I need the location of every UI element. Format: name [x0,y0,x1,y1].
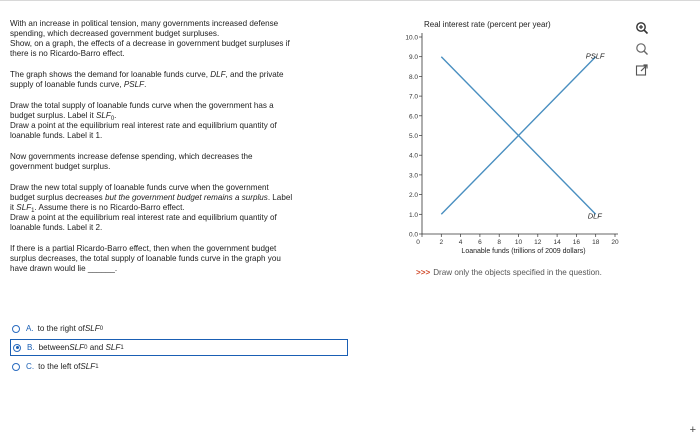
text-line: there is no Ricardo-Barro effect. [10,49,125,58]
loanable-funds-graph[interactable] [395,14,635,264]
instruction-label: Draw only the objects specified in the question. [433,268,602,277]
x-tick-label: 4 [458,239,463,246]
x-tick-label: 2 [439,239,444,246]
option-a[interactable]: A. to the right of SLF 0 [10,320,350,337]
y-tick-label: 8.0 [408,73,418,81]
text-line: surplus decreases, the total supply of loanable funds curve in the graph you [10,254,281,263]
option-text: between [38,343,70,352]
option-b[interactable]: B. between SLF 0 and SLF 1 [10,339,348,356]
question-text [10,19,355,274]
text-line: budget surplus decreases [10,193,105,202]
dlf-label: DLF [210,70,226,79]
text-line: If there is a partial Ricardo-Barro effect, then when the government budget [10,244,277,253]
instruction-arrows: >>> [416,268,431,277]
option-text: and [87,343,106,352]
corner-plus-icon: + [689,424,696,436]
slf-label: SLF [80,362,96,371]
paragraph-step1 [10,101,355,141]
text-line: Show, on a graph, the effects of a decrease in government budget surpluses if [10,39,290,48]
text-line: . Assume there is no Ricardo-Barro effect. [34,203,185,212]
text-line: Draw a point at the equilibrium real interest rate and equilibrium quantity of [10,213,277,222]
option-c[interactable]: C. to the left of SLF 1 [10,358,350,375]
text-line: Draw the total supply of loanable funds curve when the government has a [10,101,274,110]
top-divider [0,0,700,1]
text-line: loanable funds. Label it 2. [10,223,103,232]
slf-label: SLF [69,343,85,352]
slf-label: SLF [105,343,121,352]
text-line: government budget surplus. [10,162,111,171]
radio-button[interactable] [12,325,20,333]
zoom-out-icon[interactable] [634,41,650,57]
y-tick-label: 9.0 [408,54,418,62]
text-line: budget surplus. Label it [10,111,96,120]
option-letter: A. [26,324,34,333]
text-line: loanable funds. Label it 1. [10,131,103,140]
instruction-text [416,268,602,277]
pslf-label: PSLF [123,80,145,89]
option-text: to the left of [38,362,81,371]
italic-text: but the government budget remains a surplus [104,193,268,202]
radio-button-selected[interactable] [13,344,21,352]
slf-label: SLF [84,324,100,333]
y-tick-label: 3.0 [408,172,418,180]
y-tick-label: 6.0 [408,113,418,121]
option-letter: C. [26,362,35,371]
zoom-in-icon[interactable] [634,20,650,36]
x-tick-label: 14 [553,239,561,246]
y-tick-label: 1.0 [408,211,418,219]
x-tick-label: 0 [416,239,420,246]
text-line: . [114,111,117,120]
text-line: , and the private [225,70,284,79]
x-tick-label: 6 [478,239,482,246]
paragraph-graph-desc [10,70,355,90]
chart-title: Real interest rate (percent per year) [424,20,551,29]
x-axis-label: Loanable funds (trillions of 2009 dollars) [461,248,586,255]
text-line: . Label [267,193,293,202]
text-line: . [144,80,147,89]
y-tick-label: 2.0 [408,192,418,200]
y-tick-label: 0.0 [408,231,418,239]
text-line: Now governments increase defense spending, which decreases the [10,152,253,161]
y-tick-label: 5.0 [408,133,418,140]
paragraph-step2 [10,152,355,172]
x-tick-label: 10 [514,239,523,246]
option-text: to the right of [37,324,85,333]
series-label-pslf: PSLF [585,51,605,61]
answer-options [10,320,350,377]
y-tick-label: 4.0 [408,152,418,160]
graph-toolbar [634,20,654,83]
subscript: 0 [110,116,115,122]
text-line: The graph shows the demand for loanable funds curve, [10,70,211,79]
text-line: supply of loanable funds curve, [10,80,124,89]
text-line: have drawn would lie ______. [10,264,118,273]
radio-button[interactable] [12,363,20,371]
paragraph-question [10,244,355,274]
series-label-dlf: DLF [587,211,602,221]
x-tick-label: 20 [611,239,619,246]
text-line: Draw the new total supply of loanable funds curve when the government [10,183,269,192]
text-line: With an increase in political tension, many governments increased defense [10,19,279,28]
option-letter: B. [27,343,35,352]
x-tick-label: 18 [592,239,600,246]
paragraph-intro [10,19,355,59]
x-tick-label: 12 [534,239,542,246]
slf-label: SLF [95,111,111,120]
paragraph-step3 [10,183,355,233]
x-tick-label: 8 [497,239,502,246]
text-line: it [10,203,17,212]
text-line: spending, which decreased government budget surpluses. [10,29,220,38]
y-tick-label: 10.0 [405,34,418,42]
subscript: 1 [31,208,35,214]
x-tick-label: 16 [572,239,581,246]
y-tick-label: 7.0 [408,93,418,101]
text-line: Draw a point at the equilibrium real interest rate and equilibrium quantity of [10,121,277,130]
external-link-icon[interactable] [634,62,650,78]
slf-label: SLF [16,203,32,212]
